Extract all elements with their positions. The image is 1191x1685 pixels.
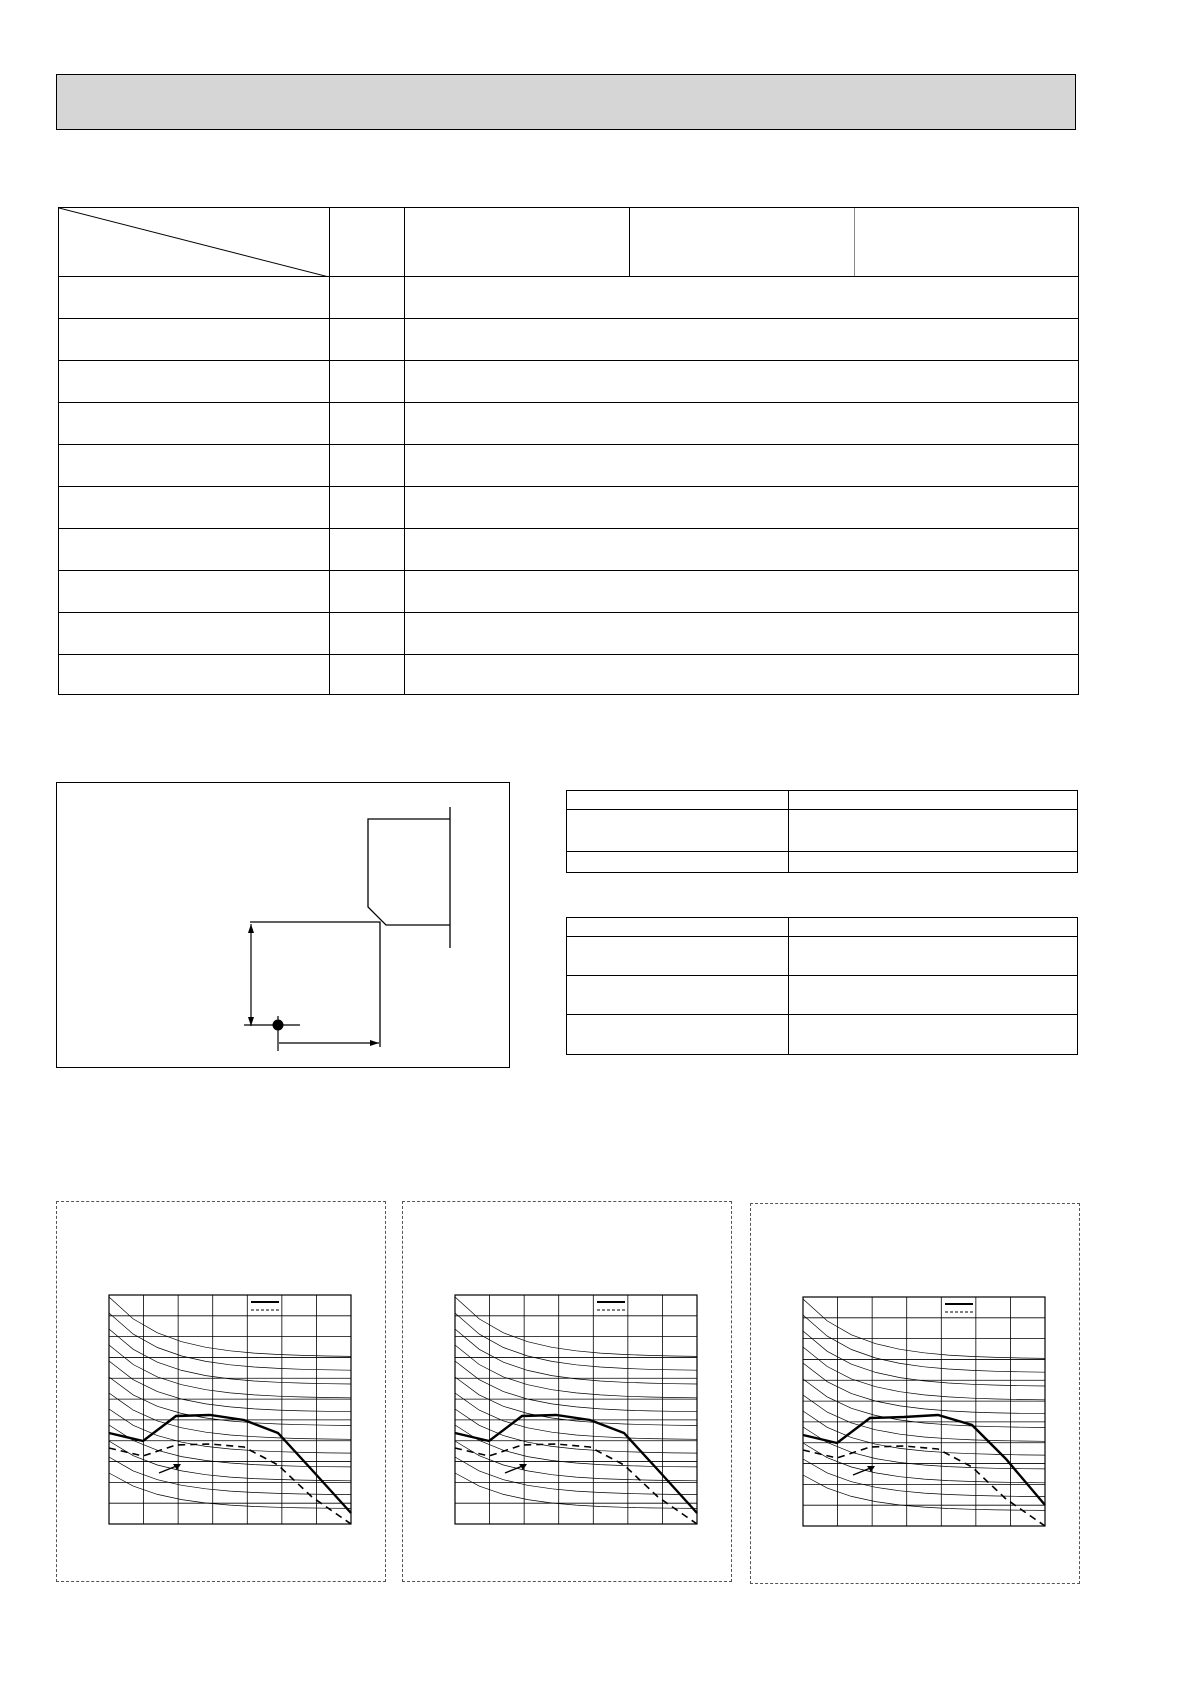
row-divider bbox=[59, 570, 1078, 571]
row-divider bbox=[59, 444, 1078, 445]
row-divider bbox=[59, 654, 1078, 655]
row-divider bbox=[59, 318, 1078, 319]
specification-table bbox=[58, 207, 1079, 695]
row-divider bbox=[59, 528, 1078, 529]
column-divider bbox=[854, 208, 855, 276]
noise-curve-panel-2 bbox=[402, 1201, 732, 1582]
noise-criterion-chart-2 bbox=[403, 1202, 733, 1583]
mini-table-1 bbox=[566, 790, 1078, 873]
noise-criterion-chart-3 bbox=[751, 1204, 1081, 1585]
row-divider bbox=[59, 486, 1078, 487]
noise-curve-panel-3 bbox=[750, 1203, 1080, 1584]
diagonal-header-cell bbox=[59, 208, 329, 277]
row-divider bbox=[59, 402, 1078, 403]
operating-range-drawing bbox=[57, 783, 511, 1069]
row-divider bbox=[59, 612, 1078, 613]
operating-range-diagram bbox=[56, 782, 510, 1068]
noise-criterion-chart-1 bbox=[57, 1202, 387, 1583]
column-divider bbox=[329, 208, 330, 695]
row-divider bbox=[59, 276, 1078, 277]
noise-curve-panel-1 bbox=[56, 1201, 386, 1582]
row-divider bbox=[59, 360, 1078, 361]
mini-table-2 bbox=[566, 917, 1078, 1055]
column-divider bbox=[404, 208, 405, 695]
section-title-bar bbox=[56, 74, 1076, 130]
column-divider bbox=[629, 208, 630, 276]
